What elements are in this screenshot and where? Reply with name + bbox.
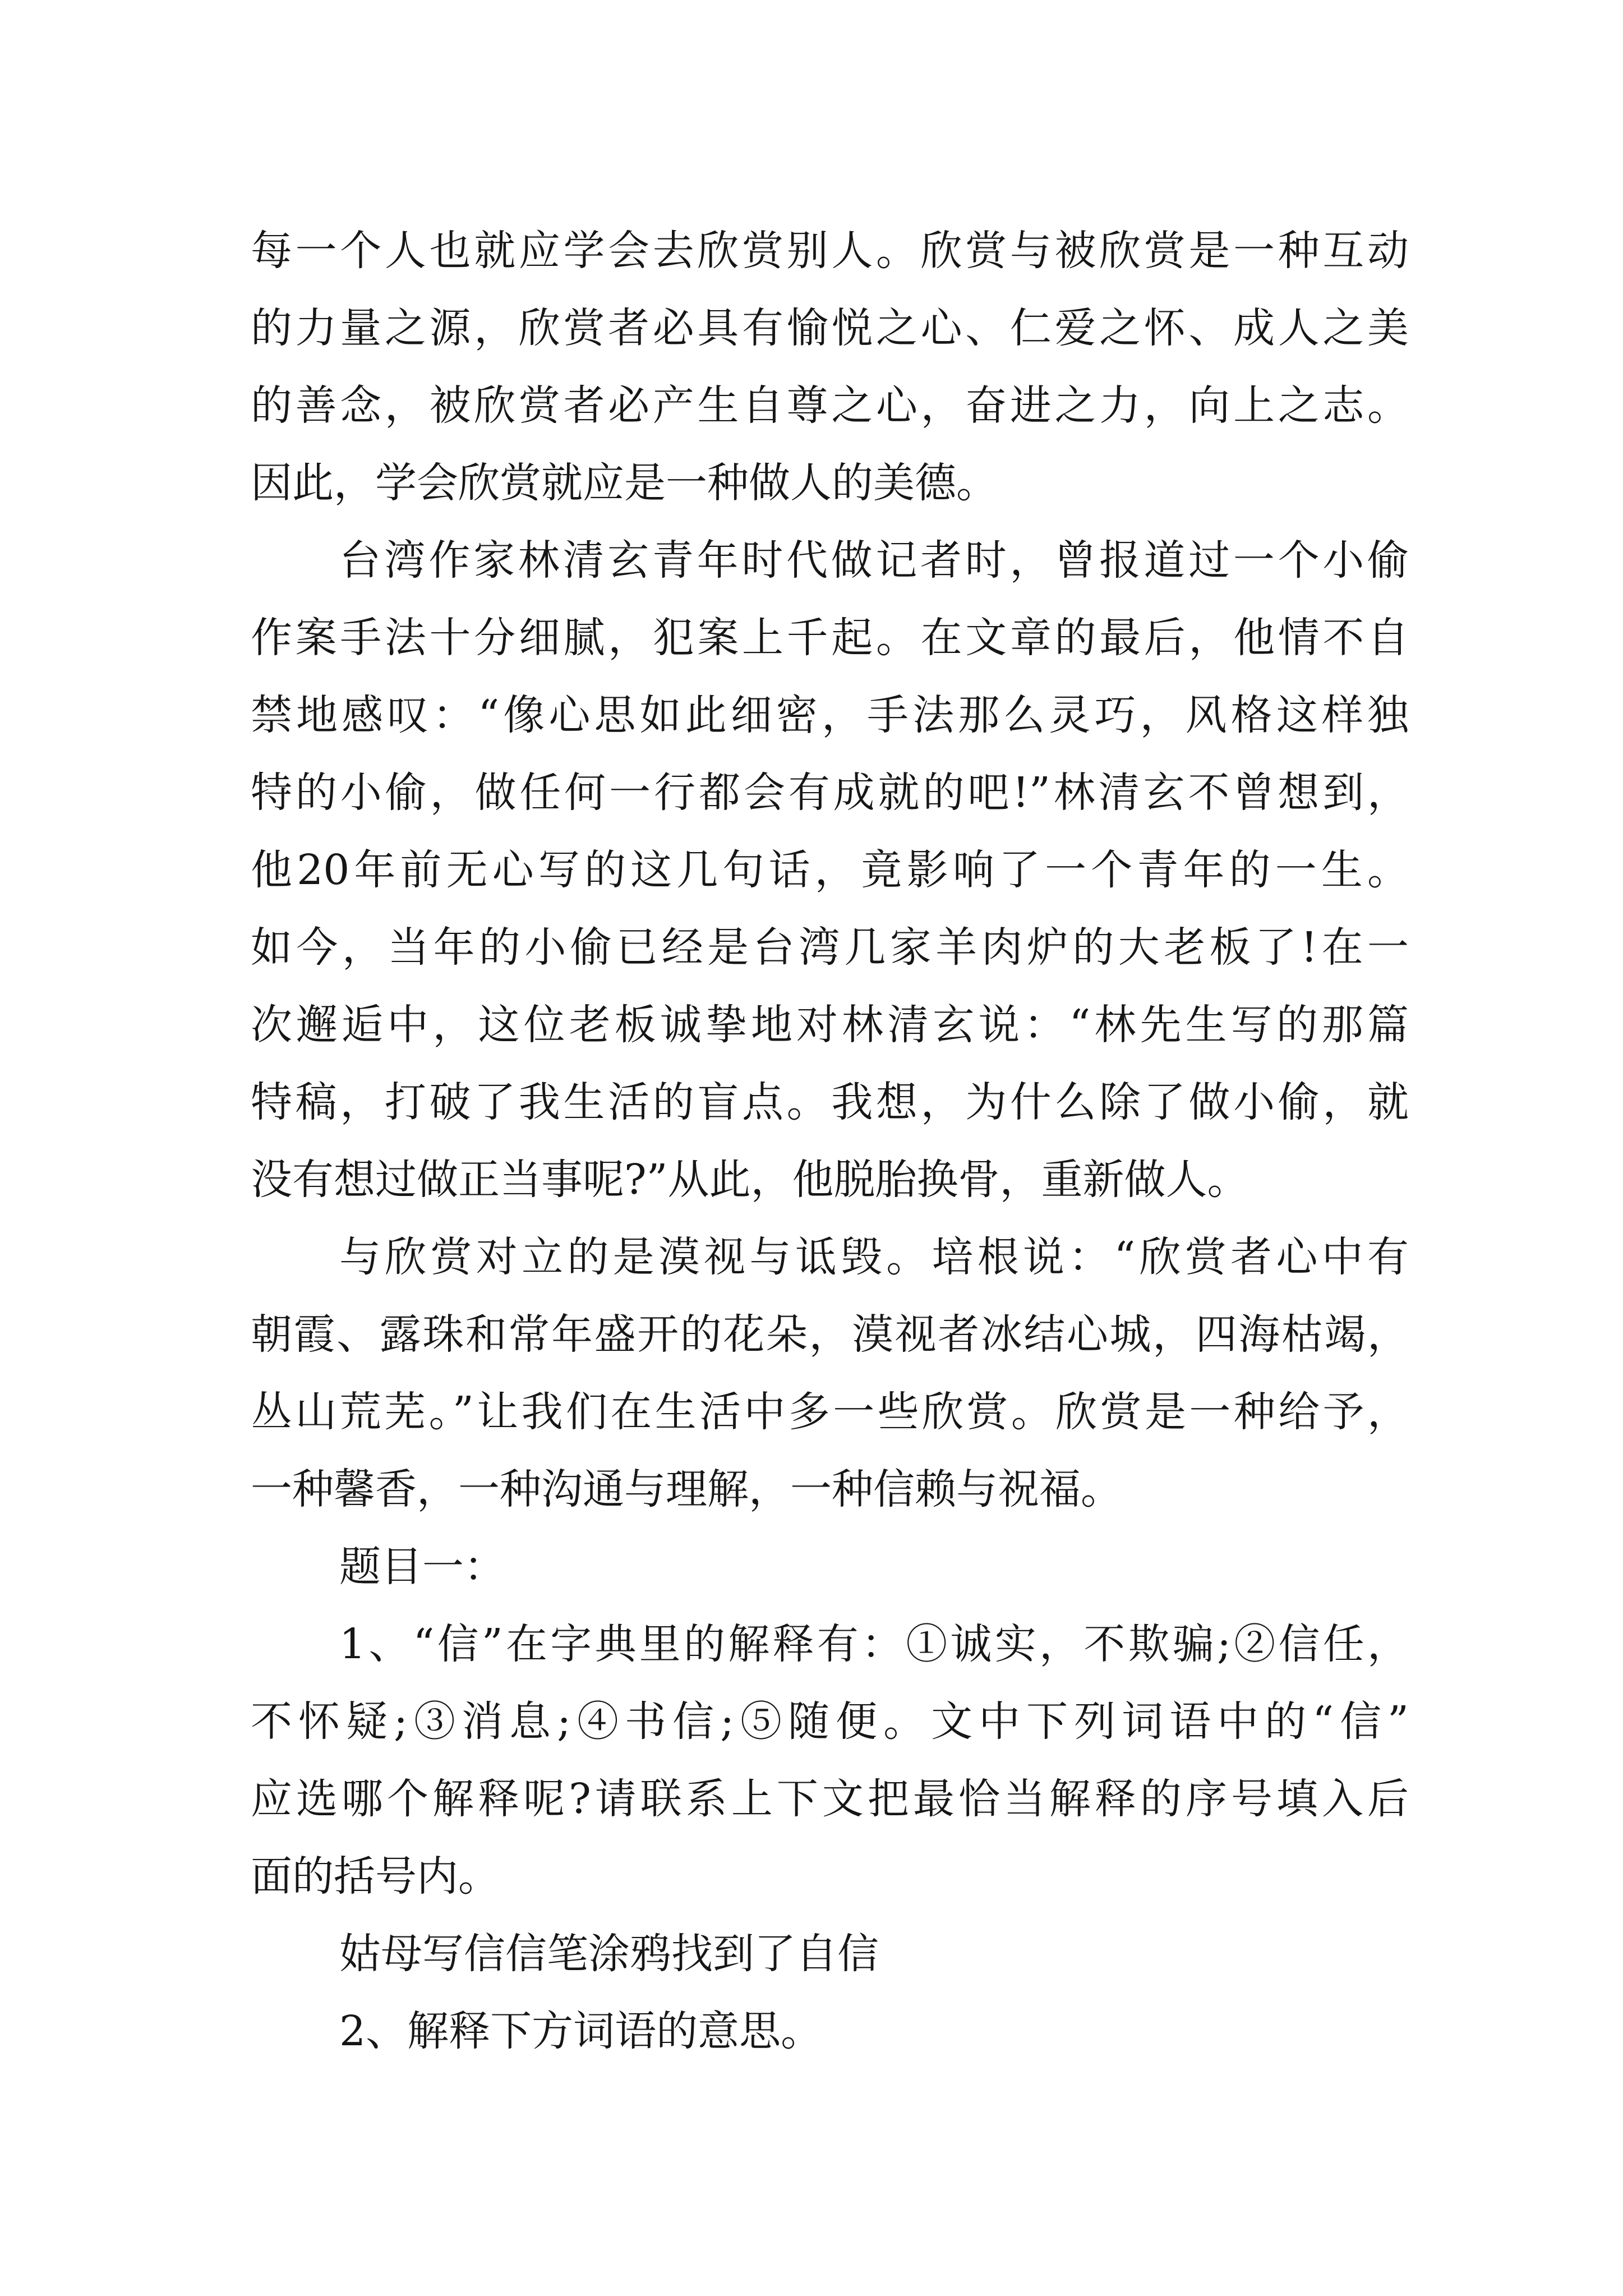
text-line: 丛山荒芜。”让我们在生活中多一些欣赏。欣赏是一种给予， bbox=[251, 1388, 1409, 1436]
section-heading bbox=[251, 1528, 1409, 1605]
text-line: 特的小偷，做任何一行都会有成就的吧!”林清玄不曾想到， bbox=[251, 769, 1409, 817]
text-line: 一种馨香，一种沟通与理解，一种信赖与祝福。 bbox=[251, 1465, 1122, 1513]
text-line: 台湾作家林清玄青年时代做记者时，曾报道过一个小偷 bbox=[339, 536, 1409, 585]
text-line: 1、“信”在字典里的解释有：①诚实，不欺骗;②信任， bbox=[339, 1620, 1409, 1668]
text-line: 姑母写信信笔涂鸦找到了自信 bbox=[339, 1930, 879, 1978]
body-text bbox=[251, 212, 1409, 2070]
paragraph bbox=[251, 522, 1409, 1218]
text-line: 没有想过做正当事呢?”从此，他脱胎换骨，重新做人。 bbox=[251, 1156, 1249, 1204]
text-line: 的善念，被欣赏者必产生自尊之心，奋进之力，向上之志。 bbox=[251, 381, 1409, 430]
word-list bbox=[251, 1915, 1409, 1993]
paragraph bbox=[251, 212, 1409, 522]
text-line: 禁地感叹：“像心思如此细密，手法那么灵巧，风格这样独 bbox=[251, 691, 1409, 739]
text-line: 与欣赏对立的是漠视与诋毁。培根说：“欣赏者心中有 bbox=[339, 1233, 1409, 1281]
text-line: 因此，学会欣赏就应是一种做人的美德。 bbox=[251, 459, 998, 507]
text-line: 他20年前无心写的这几句话，竟影响了一个青年的一生。 bbox=[251, 846, 1409, 894]
text-line: 次邂逅中，这位老板诚挚地对林清玄说：“林先生写的那篇 bbox=[251, 1001, 1409, 1049]
text-line: 作案手法十分细腻，犯案上千起。在文章的最后，他情不自 bbox=[251, 614, 1409, 662]
text-line: 每一个人也就应学会去欣赏别人。欣赏与被欣赏是一种互动 bbox=[251, 227, 1409, 275]
text-line: 如今，当年的小偷已经是台湾几家羊肉炉的大老板了!在一 bbox=[251, 923, 1409, 972]
question-2 bbox=[251, 1993, 1409, 2070]
text-line: 朝霞、露珠和常年盛开的花朵，漠视者冰结心城，四海枯竭， bbox=[251, 1310, 1409, 1359]
paragraph bbox=[251, 1218, 1409, 1528]
text-line: 题目一： bbox=[339, 1543, 505, 1591]
text-line: 特稿，打破了我生活的盲点。我想，为什么除了做小偷，就 bbox=[251, 1078, 1409, 1126]
text-line: 2、解释下方词语的意思。 bbox=[339, 2007, 823, 2055]
text-line: 不怀疑;③消息;④书信;⑤随便。文中下列词语中的“信” bbox=[251, 1697, 1409, 1746]
question-1 bbox=[251, 1605, 1409, 1915]
text-line: 面的括号内。 bbox=[251, 1852, 500, 1901]
text-line: 的力量之源，欣赏者必具有愉悦之心、仁爱之怀、成人之美 bbox=[251, 304, 1409, 352]
text-line: 应选哪个解释呢?请联系上下文把最恰当解释的序号填入后 bbox=[251, 1775, 1409, 1823]
